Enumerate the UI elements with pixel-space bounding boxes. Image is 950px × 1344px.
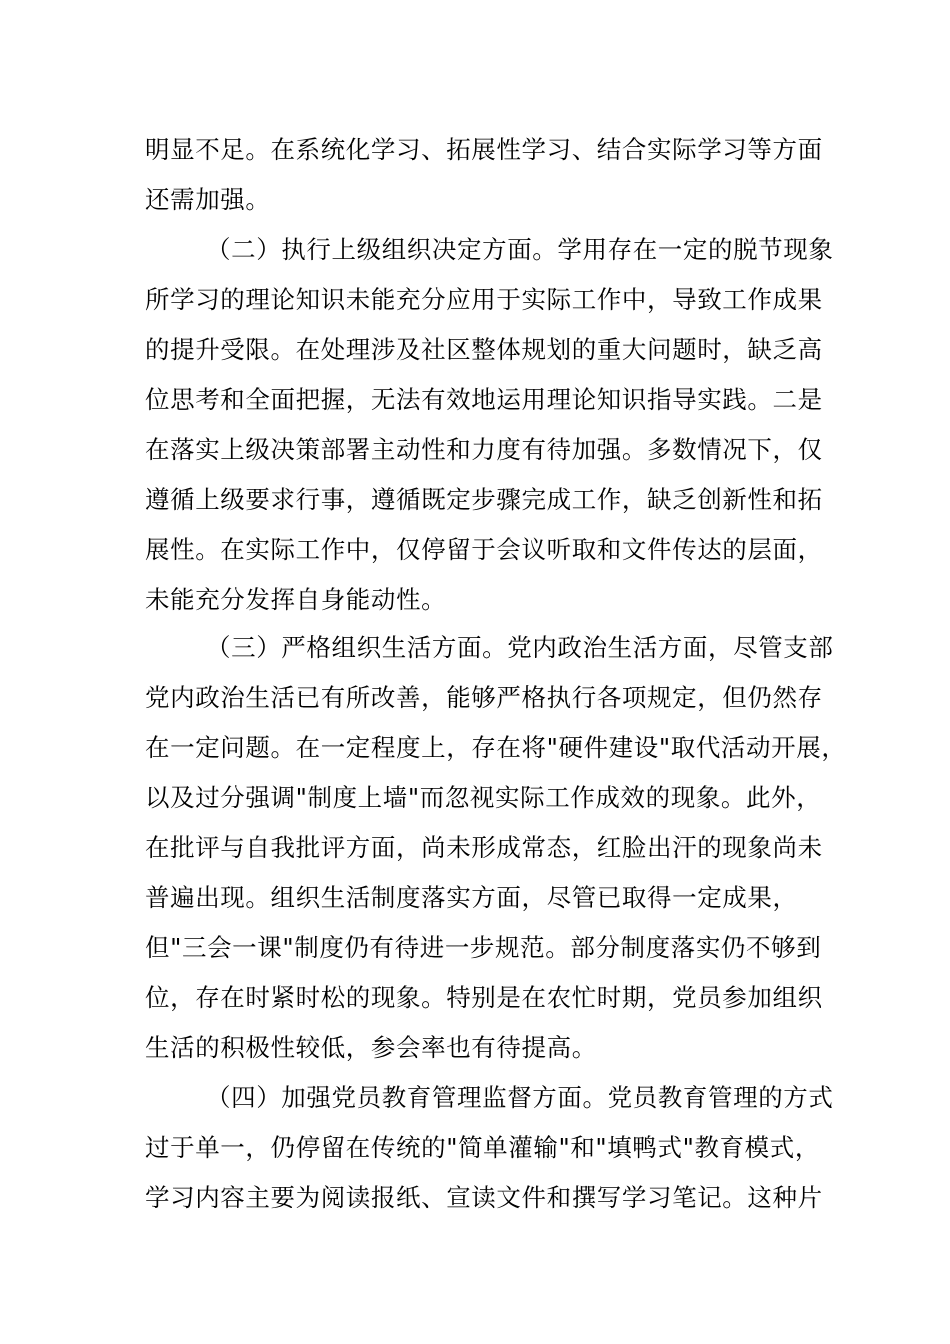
paragraph-line: 生活的积极性较低，参会率也有待提高。 [145, 1033, 597, 1062]
paragraph-line: 还需加强。 [145, 185, 271, 214]
paragraph-line: 位思考和全面把握，无法有效地运用理论知识指导实践。二是 [145, 385, 823, 414]
paragraph-line: 以及过分强调"制度上墙"而忽视实际工作成效的现象。此外， [145, 783, 822, 812]
paragraph-line: 在批评与自我批评方面，尚未形成常态，红脸出汗的现象尚未 [145, 833, 823, 862]
paragraph-line: 在落实上级决策部署主动性和力度有待加强。多数情况下，仅 [145, 435, 823, 464]
paragraph-line: 未能充分发挥自身能动性。 [145, 585, 447, 614]
paragraph-line: 学习内容主要为阅读报纸、宣读文件和撰写学习笔记。这种片 [145, 1183, 823, 1212]
paragraph-line: 的提升受限。在处理涉及社区整体规划的重大问题时，缺乏高 [145, 335, 823, 364]
paragraph-line: 党内政治生活已有所改善，能够严格执行各项规定，但仍然存 [145, 683, 823, 712]
section-heading-line: （三）严格组织生活方面。党内政治生活方面，尽管支部 [206, 633, 834, 662]
section-heading-line: （四）加强党员教育管理监督方面。党员教育管理的方式 [206, 1083, 834, 1112]
paragraph-line: 普遍出现。组织生活制度落实方面，尽管已取得一定成果， [145, 883, 798, 912]
section-heading-line: （二）执行上级组织决定方面。学用存在一定的脱节现象 [206, 235, 834, 264]
paragraph-line: 遵循上级要求行事，遵循既定步骤完成工作，缺乏创新性和拓 [145, 485, 823, 514]
paragraph-line: 过于单一，仍停留在传统的"简单灌输"和"填鸭式"教育模式， [145, 1133, 820, 1162]
paragraph-line: 展性。在实际工作中，仅停留于会议听取和文件传达的层面， [145, 535, 823, 564]
paragraph-line: 但"三会一课"制度仍有待进一步规范。部分制度落实仍不够到 [145, 933, 822, 962]
paragraph-line: 在一定问题。在一定程度上，存在将"硬件建设"取代活动开展， [145, 733, 847, 762]
paragraph-line: 位，存在时紧时松的现象。特别是在农忙时期，党员参加组织 [145, 983, 823, 1012]
paragraph-line: 所学习的理论知识未能充分应用于实际工作中，导致工作成果 [145, 285, 823, 314]
paragraph-line: 明显不足。在系统化学习、拓展性学习、结合实际学习等方面 [145, 135, 823, 164]
